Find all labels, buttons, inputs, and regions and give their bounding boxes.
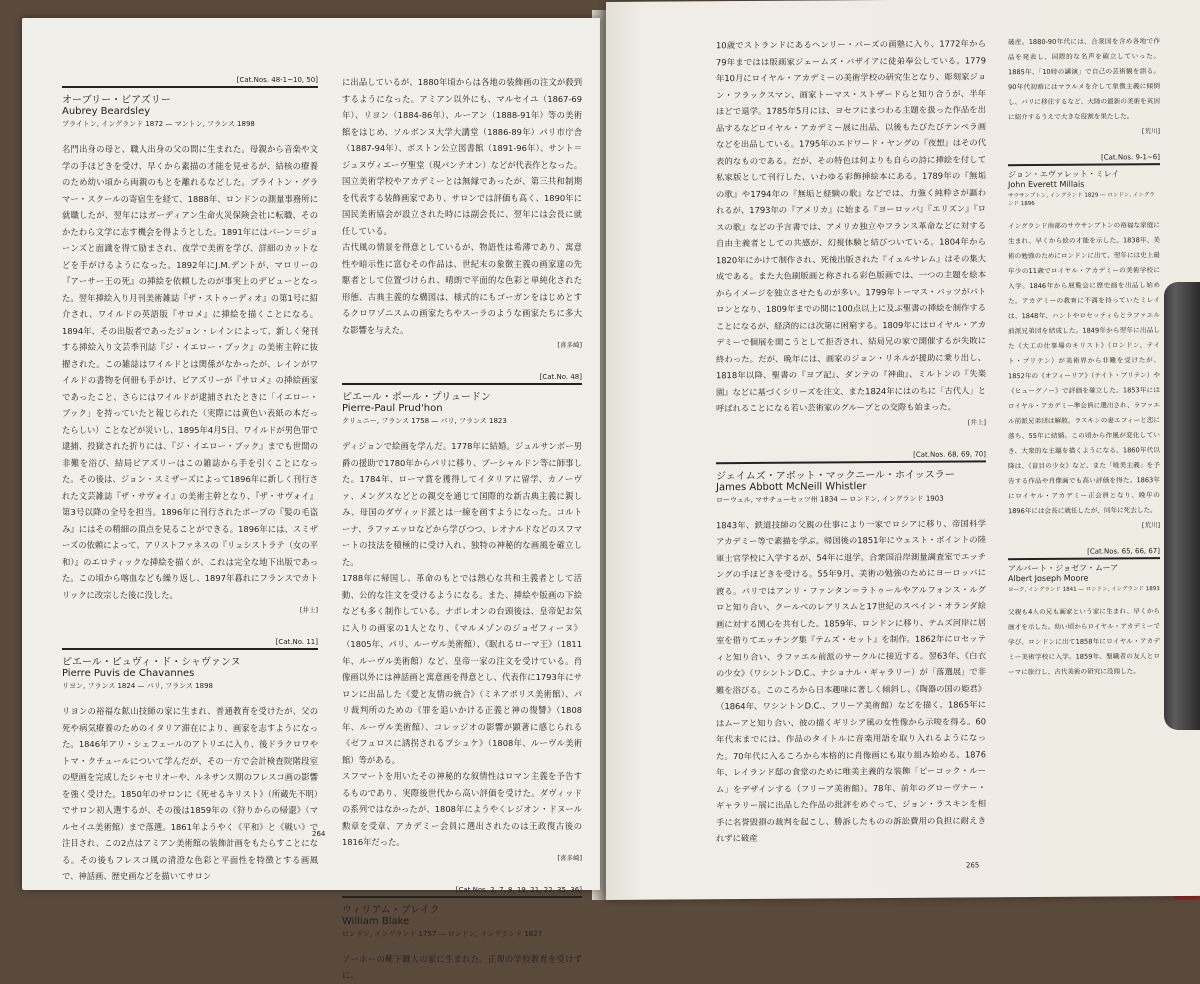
cat-no: [Cat.No. 11] [275,638,318,646]
artist-life: クリュニー, フランス 1758 — パリ, フランス 1823 [342,417,507,425]
header-rule [62,648,318,650]
cat-no: [Cat.Nos. 2, 7, 8, 19, 21, 22, 35, 36] [455,885,582,894]
artist-name-jp: アルバート・ジョゼフ・ムーア [1008,563,1119,574]
entry-header-moore [1008,547,1160,593]
artist-bio: リヨンの裕福な鉱山技師の家に生まれ、普通教育を受けたが、父の死や病気療養のためのイタリア滞在により、画家を志すようになった。1846年アリ・シェフェールのアトリエに入り、後ドラクロワやトマ・クチュールについて学んだが、その一方で会計検査院階段室の壁画を完成したシャセリオーや、ルネサンス期のフレスコ画の影響を強く受けた。1850年のサロンに《死せるキリスト》（所蔵先不明）でサロン初入選するが、その後は1859年の《狩りからの帰還》（マルセイユ美術館）まで落選。1861年ようやく《平和》と《戦い》で注目され、この2点はアミアン美術館の装飾計画をもたらすことになる。その後もフレスコ風の清澄な色彩と平面性を特徴とする画風で、神話画、歴史画などを描いてサロン [62,706,318,881]
author-initial: [井上] [299,606,318,614]
header-rule [716,460,986,464]
cat-no: [Cat.Nos. 65, 66, 67] [1087,547,1160,556]
artist-name-jp: ジョン・エヴァレット・ミレイ [1008,169,1120,180]
header-rule [342,896,582,898]
header-rule [62,86,318,88]
author-initial: [井上] [967,417,986,426]
author-initial: [喜多崎] [557,341,582,349]
artist-bio: 父親も4人の兄も画家という家に生まれ、早くから画才を示した。幼い頃からロイヤル・アカデミーで学び、ロンドンに出て1858年にロイヤル・アカデミー美術学校に入学。1859年、聖職者の友人とローマに旅行し、古代美術の研究に没頭した。 [1008,607,1160,677]
book-strap [1164,282,1200,730]
artist-life: ローウェル, マサチューセッツ州 1834 — ロンドン, イングランド 1903 [716,494,944,504]
artist-name-en: James Abbott McNeill Whistler [716,480,867,493]
artist-name-en: Albert Joseph Moore [1008,573,1089,584]
bio-continuation: に出品しているが、1880年頃からは各地の装飾画の注文が殺到するようになった。アミアン以外にも、マルセイユ（1867-69年）、リヨン（1884-86年）、ルーアン（1888-91年）等の美術館をはじめ、ソルボンヌ大学大講堂（1886-89年）パリ市庁舎（1887-94年）、ボストン公立図書館（1891-96年）、サント＝ジュヌヴィエーヴ聖堂（現パンテオン）などが代表作となった。国立美術学校やアカデミーとは無縁であったが、第三共和制期を代表する装飾画家であり、サロンでは評価も高く、1890年に国民美術協会が設立された時には副会長に、翌年には会長に就任している。 古代風の情景を得意としているが、物語性は希薄であり、寓意性や暗示性に富むその作品は、世紀末の象徴主義の画家達の先駆者として位置づけられ、晴朗で平面的な色彩と単純化された形態、古典主義的な構図は、様式的にもゴーガンをはじめとするクロワゾニスムの画家たちやスーラのような画家たちに多大な影響を与えた。 [342,77,582,335]
artist-name-en: Pierre-Paul Prud'hon [342,403,443,414]
right-column-2 [1008,34,1160,680]
artist-name-en: John Everett Millais [1008,179,1085,190]
cat-no: [Cat.Nos. 48-1~10, 50] [236,76,318,84]
artist-bio: イングランド南部のサウサンプトンの裕福な家庭に生まれ、早くから絵の才能を示した。1838年、美術の勉強のためにロンドンに出て、翌年には史上最年少の11歳でロイヤル・アカデミーの美術学校に入学。1846年から展覧会に歴史画を出品し始めた。アカデミーの教育に不満を持っていたミレイは、1848年、ハントやロセッティらとラファエル前派兄弟団を結成した。1849年から翌年に出品した《大工の仕事場のキリスト》（ロンドン、テイト・ブリテン）が美術界から非難を受けたが、1852年の《オフィーリア》（テイト・ブリテン）や《ヒューグノー》で評価を確立した。1853年にはロイヤル・アカデミー準会員に選出され、ラファエル前派兄弟団は解散。ラスキンの妻エフィーと恋に落ち、55年に結婚。この頃から作風が変化していき、大衆的な主題を描くようになる。1860年代以降は、《盲目の少女》など、また「唯美主義」を予告する作品や肖像画でも高い評価を得た。1863年にロイヤル・アカデミー正会員となり、晩年の1896年には会長に就任したが、同年に死去した。 [1008,221,1160,516]
artist-bio: ディジョンで絵画を学んだ。1778年に結婚。ジュルサンボー男爵の援助で1780年からパリに移り、ブーシャルドン等に師事した。1784年、ローマ賞を獲得してイタリアに留学、カノーヴァ、メングスなどとの親交を通じて国際的な新古典主義に親しみ、母国のダヴィッド派とは一線を画すようになった。コルトーナ、ラファエッロなどから学びつつ、レオナルドなどのスフマートの技法を積極的に受け入れ、独特の神秘的な画風を確立した。 1788年に帰国し、革命のもとでは熱心な共和主義者として活動、公的な注文を受けるようになる。また、挿絵や版画の下絵なども多く制作している。ナポレオンの台頭後は、皇帝妃お気に入りの画家の1人となり、《マルメゾンのジョゼフィーヌ》（1805年、パリ、ルーヴル美術館）、《眠れるローマ王》（1811年、ルーヴル美術館）など、皇帝一家の注文を受けている。肖像画以外には神話画と寓意画を得意とし、代表作に1793年にサロンに出品した《愛と友情の統合》（ミネアポリス美術館）、パリ裁判所のための《罪を追いかける正義と神の復讐》（1808年、ルーヴル美術館）、コレッジオの影響が顕著に感じられる《ゼフュロスに誘拐されるプシュケ》（1808年、ルーヴル美術館）等がある。 スフマートを用いたその神秘的な叙情性はロマン主義を予告するものであり、実際後世代から高い評価を受けた。ダヴィッドの系列ではなかったが、1808年にようやくレジオン・ドヌール勲章を受章、アカデミー会員に選出されたのは王政復古後の1816年だった。 [342,441,582,847]
header-rule [1008,163,1160,166]
artist-bio: 1843年、鉄道技師の父親の仕事により一家でロシアに移り、帝国科学アカデミー等で素描を学ぶ。帰国後の1851年にウェスト・ポイントの陸軍士官学校に入学するが、54年に退学。合衆国沿岸測量調査室でエッチングの手ほどきを受ける。55年9月、美術の勉強のためにヨーロッパに渡る。パリではアンリ・ファンタン＝ラトゥールやアルフォンス・ルグロと知り合い、クールベのレアリスムと17世紀のスペイン・オランダ絵画に対する関心を共有した。1859年、ロンドンに移り、テムズ河岸に居室を借りてエッチング集『テムズ・セット』を制作。1862年にロセッティと知り合い、ラファエル前派のサークルに接近する。翌63年、《白衣の少女》（ワシントンD.C.、ナショナル・ギャラリー）が「落選展」で非難を浴びる。このころから日本趣味に著しく傾斜し、《陶器の国の姫君》（1864年、ワシントンD.C.、フリーア美術館）などを描く。1865年にはムーアと知り合い、彼の描くギリシア風の女性像から示唆を得る。60年代末までには、作品のタイトルに音楽用語を取り入れるようになった。70年代に入るころから本格的に肖像画にも取り組み始める。1876年、レイランド邸の食堂のために唯美主義的な装飾「ピーコック・ルーム」をデザインする（フリーア美術館）。78年、前年のグローヴナー・ギャラリー展に出品した作品の批評をめぐって、ジョン・ラスキンを相手に名誉毀損の裁判を起こし、勝訴したものの訴訟費用の負担に耐えきれずに破産 [716,517,986,844]
artist-name-jp: オーブリー・ビアズリー [62,95,171,106]
artist-life: ロンドン, イングランド 1757 — ロンドン, イングランド 1827 [342,929,543,938]
artist-name-en: William Blake [342,915,410,927]
artist-life: ブライトン, イングランド 1872 — マントン, フランス 1898 [62,120,255,128]
artist-name-jp: ピエール・ポール・プリュードン [342,392,491,403]
cat-no: [Cat.No. 48] [539,373,582,381]
artist-name-en: Aubrey Beardsley [62,106,151,117]
entry-header-prudhon [342,373,582,426]
artist-name-en: Pierre Puvis de Chavannes [62,668,195,679]
bio-continuation: 10歳でストランドにあるヘンリー・パーズの画塾に入り、1772年から79年まではは版画家ジェームズ・バザイアに徒弟奉公している。1779年10月にロイヤル・アカデミーの美術学校の研究生となり、彫刻家ジョン・フラックスマン、画家トーマス・ストザードらと知り合うが、半年ほどで退学。1785年5月には、ヨセフにまつわる主題を扱った作品を出品するなどロイヤル・アカデミー展に出品、以後もたびたびテンペラ画などを出品している。1795年のエドワード・ヤングの『夜想』はその代表的なものである。だが、その特色は何よりも自らの詩に挿絵を付して私家版として刊行した、いわゆる彩飾挿絵本にある。1789年の『無垢の歌』や1794年の『無垢と経験の歌』などでは、力強く純粋さが謳われるが、1793年の『アメリカ』に始まる『ヨーロッパ』『エリズン』『ロスの歌』などの予言書では、アメリカ独立やフランス革命などに対する自由主義者としての共感が、幻視体験と結びついている。1804年から1820年にかけて制作され、死後出版された『イェルサレム』はその集大成である。また大色刷版画と称される彩色版画では、一つの主題を絵本からイメージを独立させたものが多い。1799年トーマス・バッツがパトロンとなり、1809年までの間に100点以上に及ぶ聖書の挿絵を制作することになるが、経済的には次第に困窮する。1809年にはロイヤル・アカデミーで個展を開こうとして拒否され、結局兄の家で開催するが失敗に終わった。だが、晩年には、画家のジョン・リネルが援助に乗り出し、1818年以降、聖書の『ヨブ記』、ダンテの『神曲』、ミルトンの『失楽園』などに基づくシリーズを注文、また1824年にはのちに「古代人」と呼ばれることになる若い芸術家のグループとの交際も始まった。 [716,38,986,414]
artist-bio: ソーホーの靴下職人の家に生まれた。正規の学校教育を受けずに、 [342,953,582,980]
left-page [22,18,600,980]
artist-life: サウサンプトン, イングランド 1829 — ロンドン, イングランド 1896 [1008,192,1155,208]
bio-continuation: 破産。1880-90年代には、合衆国を含め各地で作品を発表し、国際的な名声を確立していった。1885年、「10時の講演」で自己の芸術観を語る。90年代初頭にはマラルメを介して象徴主義に傾倒し、パリに移住するなど、大陸の最新の美術を英国に紹介するうえで大きな役割を果たした。 [1008,37,1160,122]
entry-header-blake [342,886,582,939]
left-column-1 [62,76,318,885]
page-number: 264 [312,830,326,838]
entry-header-puvis [62,638,318,691]
page-number: 265 [966,861,980,870]
artist-name-jp: ピエール・ピュヴィ・ド・シャヴァンヌ [62,657,241,668]
right-page [606,0,1200,900]
header-rule [342,383,582,385]
author-initial: [喜多崎] [557,853,582,862]
author-initial: [荒川] [1141,127,1160,136]
artist-name-jp: ウィリアム・ブレイク [342,904,440,916]
cat-no: [Cat.Nos. 9-1~6] [1101,153,1160,162]
artist-life: ヨーク, イングランド 1841 — ロンドン, イングランド 1893 [1008,586,1160,594]
entry-header-whistler [716,450,986,505]
artist-bio: 名門出身の母と、職人出身の父の間に生まれた。母親から音楽や文学の手ほどきを受け、早くから素描の才能を見せるが、結核の療養のため幼い頃から両親のもとを離れるなどした。ブライトン・グラマー・スクールの寄宿生を経て、1888年、ロンドンの測量事務所に就職したが、翌年にはガーディアン生命火災保険会社に転職、そのかたわら文学に志す機会を得ようとした。1891年にはバーン＝ジョーンズと面識を得て励まされ、夜学で美術を学び、詳細のカットなどを手がけるようになった。1892年にJ.M.デントが、マロリーの『アーサー王の死』の挿絵を依頼したのが事実上のデビューとなった。翌年挿絵入り月刊美術雑誌『ザ・ストゥーディオ』の第1号に紹介され、ワイルドの英語版『サロメ』に挿絵を描くことになる。1894年、その出版者であったジョン・レインによって、新しく発刊する挿絵入り文芸季刊誌『ジ・イエロー・ブック』の美術主幹に抜擢された。この雑誌はワイルドとは関係がなかったが、レインがワイルドの書物を何冊も手がけ、ビアズリーが『サロメ』の挿絵画家であったこと、さらにはワイルドが逮捕されたときに「イエロー・ブック」を持っていたと報じられた（実際には黄色い表紙の本だったらしい）ことなどが災いし、1895年4月5日、ワイルドが男色罪で逮捕、投獄された折りには、『ジ・イエロー・ブック』までも世間の非難を浴び、結局ビアズリーはこの雑誌から手を引くことになった。その後は、ジョン・スミザーズによって1896年に新しく刊行された文芸雑誌『ザ・サヴォイ』の美術主幹となり、『ザ・サヴォイ』第3号以降の全号を担当。1896年に刊行されたポープの『髪の毛盗み』にはその精細の頂点を見ることができる。1896年には、スミザーズの依頼によって、アリストファネスの『リュシストラテ（女の平和）』のエロティックな挿絵を描くが、これは完全な地下出版であった。この頃から喀血なども繰り返し、1897年暮れにフランスでカトリックに改宗した後に没した。 [62,144,318,600]
artist-name-jp: ジェイムズ・アボット・マックニール・ホイッスラー [716,469,955,482]
entry-header-beardsley [62,76,318,129]
header-rule [1008,557,1160,560]
left-column-2 [342,74,582,984]
artist-life: リヨン, フランス 1824 — パリ, フランス 1898 [62,682,214,690]
cat-no: [Cat.Nos. 68, 69, 70] [913,449,986,459]
author-initial: [荒川] [1141,521,1160,530]
entry-header-millais [1008,153,1160,207]
right-column-1 [716,35,986,846]
